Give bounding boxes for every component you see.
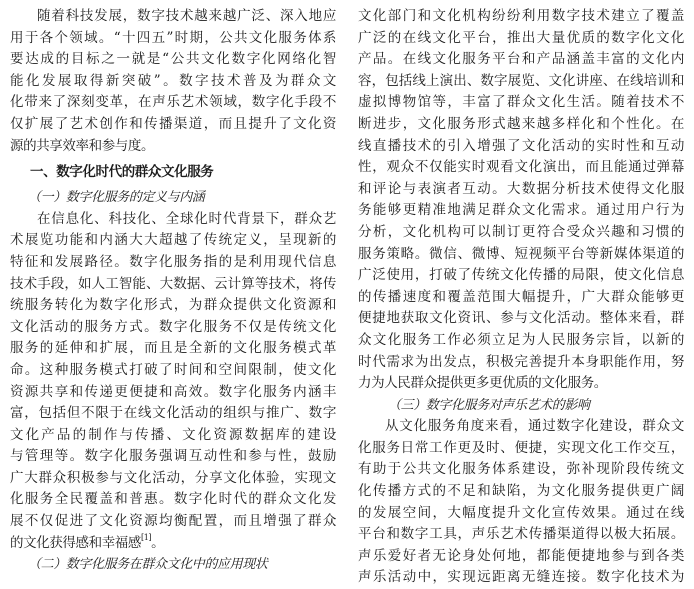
text-line: 有助于公共文化服务体系建设，弥补现阶段传统文 [358, 461, 684, 478]
text-line: 在信息化、科技化、全球化时代背景下，群众艺 [37, 210, 336, 227]
text-line: 展不仅促进了文化资源均衡配置，而且增强了群众 [10, 513, 336, 530]
text-line: 术展览功能和内涵大大超越了传统定义，呈现新的 [10, 232, 336, 249]
text-line: 化服务全民覆盖和普惠。数字化时代的群众文化发 [10, 491, 336, 508]
subsection-heading: （三）数字化服务对声乐艺术的影响 [388, 397, 590, 413]
definition-paragraph [10, 209, 336, 555]
text-line: 众文化服务工作必须立足为人民服务宗旨，以新的 [358, 331, 684, 348]
text-line: 化服务日常工作更及时、便捷，实现文化工作交互， [358, 439, 684, 456]
text-line: 能化发展取得新突破”。数字技术普及为群众文 [10, 72, 336, 89]
text-line: 便捷地获取文化资讯、参与文化活动。整体来看，群 [358, 310, 684, 327]
text-fragment: 。 [151, 534, 165, 551]
text-line: 容，包括线上演出、数字展览、文化讲座、在线培训和 [358, 72, 684, 89]
text-line: 化带来了深刻变革，在声乐艺术领域，数字化手段不 [10, 94, 336, 111]
text-line: 与管理等。数字化服务强调互动性和参与性，鼓励 [10, 448, 336, 465]
text-line: 用于各个领域。“十四五”时期，公共文化服务体系 [10, 29, 336, 46]
text-line: 力为人民群众提供更多更优质的文化服务。 [358, 375, 607, 392]
subsection-heading: （二）数字化服务在群众文化中的应用现状 [28, 557, 268, 573]
text-line: 随着科技发展，数字技术越来越广泛、深入地应 [37, 8, 336, 24]
text-line: 从文化服务角度来看，通过数字化建设，群众文 [385, 418, 684, 435]
impact-paragraph [358, 416, 684, 589]
text-line: 声乐爱好者无论身处何地，都能便捷地参与到各类 [358, 547, 684, 564]
text-line: 命。这种服务模式打破了时间和空间限制，使文化 [10, 361, 336, 378]
citation-ref[interactable]: [1] [141, 532, 152, 542]
text-line: 广泛使用，打破了传统文化传播的局限，使文化信息 [358, 267, 684, 284]
subsection-heading: （一）数字化服务的定义与内涵 [28, 190, 205, 206]
text-line: 务能够更精准地满足群众文化需求。通过用户行为 [358, 202, 684, 219]
text-line: 资源共享和传递更便捷和高效。数字化服务内涵丰 [10, 383, 336, 400]
text-line: 线直播技术的引入增强了文化活动的实时性和互动 [358, 137, 684, 154]
text-line: 技术手段，如人工智能、大数据、云计算等技术，将传 [10, 275, 336, 292]
text-line: 和评论与表演者互动。大数据分析技术使得文化服 [358, 180, 684, 197]
section-heading: 一、数字化时代的群众文化服务 [30, 164, 214, 181]
text-line: 广泛的在线文化平台，推出大量优质的数字化文化 [358, 29, 684, 46]
text-line: 断进步，文化服务形式越来越多样化和个性化。在 [358, 115, 684, 132]
text-line: 文化部门和文化机构纷纷利用数字技术建立了覆盖 [358, 8, 684, 24]
text-line: 分析，文化机构可以制订更符合受众兴趣和习惯的 [358, 223, 684, 240]
text-line: 产品。在线文化服务平台和产品涵盖丰富的文化内 [358, 51, 684, 68]
text-line: 文化产品的制作与传播、文化资源数据库的建设 [10, 426, 336, 443]
text-line [10, 533, 336, 555]
text-line: 的发展空间，大幅度提升文化宣传效果。通过在线 [358, 504, 684, 521]
text-line: 服务策略。微信、微博、短视频平台等新媒体渠道的 [358, 245, 684, 262]
right-column [358, 6, 684, 589]
text-line: 统服务转化为数字化形式，为群众提供文化资源和 [10, 297, 336, 314]
text-line: 平台和数字工具，声乐艺术传播渠道得以极大拓展。 [358, 526, 684, 543]
text-line: 文化活动的服务方式。数字化服务不仅是传统文化 [10, 318, 336, 335]
status-paragraph [358, 6, 684, 395]
text-line: 富，包括但不限于在线文化活动的组织与推广、数字 [10, 405, 336, 422]
text-line: 特征和发展路径。数字化服务指的是利用现代信息 [10, 253, 336, 270]
text-fragment: 的文化获得感和幸福感 [10, 534, 141, 551]
text-line: 的传播速度和覆盖范围大幅提升，广大群众能够更 [358, 288, 684, 305]
text-line: 仅扩展了艺术创作和传播渠道，而且提升了文化资 [10, 115, 336, 132]
text-line: 要达成的目标之一就是“公共文化数字化网络化智 [10, 51, 336, 68]
text-line: 服务的延伸和扩展，而且是全新的文化服务模式革 [10, 340, 336, 357]
text-line: 时代需求为出发点，积极完善提升本身职能作用，努 [358, 353, 684, 370]
left-column [10, 6, 336, 576]
text-line: 化传播方式的不足和缺陷，为文化服务提供更广阔 [358, 483, 684, 500]
text-line: 声乐活动中，实现远距离无缝连接。数字化技术为 [358, 569, 684, 586]
text-line: 性，观众不仅能实时观看文化演出，而且能通过弹幕 [358, 159, 684, 176]
text-line: 源的共享效率和参与度。 [10, 137, 155, 154]
text-line: 广大群众积极参与文化活动，分享文化体验，实现文 [10, 469, 336, 486]
text-line: 虚拟博物馆等，丰富了群众文化生活。随着技术不 [358, 94, 684, 111]
intro-paragraph [10, 6, 336, 157]
